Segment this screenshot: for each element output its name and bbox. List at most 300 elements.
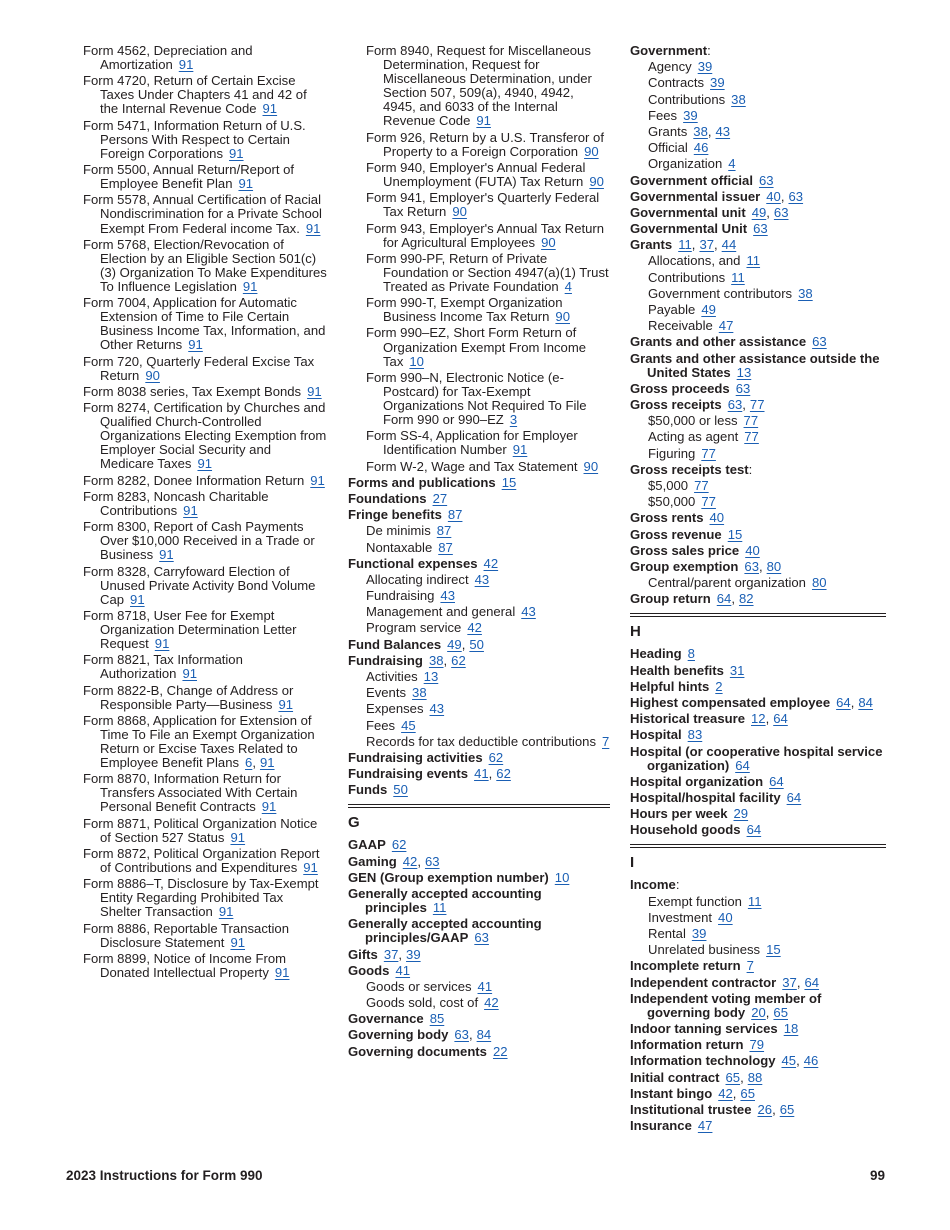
page-link[interactable]: 63 bbox=[812, 334, 827, 350]
index-term: Payable bbox=[648, 302, 696, 317]
index-entry bbox=[630, 745, 886, 773]
index-term: De minimis bbox=[366, 523, 431, 539]
page-link[interactable]: 38 bbox=[798, 285, 813, 301]
index-subentry bbox=[348, 429, 610, 457]
page-link[interactable]: 64 bbox=[769, 773, 784, 789]
footer-title: 2023 Instructions for Form 990 bbox=[66, 1168, 263, 1183]
index-term: Hospital/hospital facility bbox=[630, 789, 781, 805]
index-subentry bbox=[630, 495, 886, 509]
index-term: Fundraising bbox=[348, 652, 423, 668]
page-link[interactable]: 91 bbox=[261, 799, 277, 815]
page-link[interactable]: 38 bbox=[731, 91, 746, 107]
page-link[interactable]: 39 bbox=[691, 926, 707, 941]
page-link[interactable]: 91 bbox=[183, 502, 198, 518]
index-entry bbox=[83, 877, 328, 919]
page-link[interactable]: 91 bbox=[310, 472, 325, 488]
index-term: $5,000 bbox=[648, 477, 689, 493]
page-link[interactable]: 15 bbox=[727, 526, 743, 542]
page-link[interactable]: 65 bbox=[725, 1069, 741, 1085]
page-link[interactable]: 63 bbox=[454, 1027, 469, 1043]
index-subentry bbox=[630, 430, 886, 444]
index-subentry bbox=[348, 686, 610, 700]
index-term: Form 7004, Application for Automatic Extension of Time to File Certain Business Income Tax, Information, and Other Returns bbox=[83, 295, 326, 353]
index-term: Form 8868, Application for Extension of Time To File an Exempt Organization Return or Excise Taxes Related to Employee Benefit Plans bbox=[83, 712, 315, 771]
page-link[interactable]: 91 bbox=[159, 547, 174, 563]
page-link[interactable]: 18 bbox=[783, 1021, 799, 1037]
index-term: Program service bbox=[366, 620, 462, 636]
page-link[interactable]: 62 bbox=[451, 652, 466, 668]
page-link[interactable]: 91 bbox=[182, 666, 198, 682]
page-link[interactable]: 64 bbox=[716, 591, 732, 607]
index-term: Household goods bbox=[630, 822, 741, 838]
page-link[interactable]: 91 bbox=[154, 636, 170, 652]
index-entry bbox=[348, 1045, 610, 1059]
page-link[interactable]: 88 bbox=[747, 1069, 763, 1085]
index-term: Information technology bbox=[630, 1053, 776, 1069]
index-term: Governmental unit bbox=[630, 204, 746, 220]
index-term: Governing body bbox=[348, 1027, 449, 1043]
page-link[interactable]: 64 bbox=[804, 974, 820, 990]
page-link[interactable]: 11 bbox=[746, 253, 761, 269]
page-link[interactable]: 63 bbox=[788, 188, 804, 204]
index-subentry bbox=[630, 576, 886, 590]
page-link[interactable]: 84 bbox=[476, 1027, 492, 1043]
page-link[interactable]: 43 bbox=[429, 701, 445, 717]
index-entry bbox=[630, 775, 886, 789]
index-entry bbox=[83, 474, 328, 488]
index-entry bbox=[630, 1022, 886, 1036]
page-link[interactable]: 26 bbox=[757, 1101, 773, 1117]
page-link[interactable]: 37 bbox=[782, 974, 797, 990]
index-term: $50,000 or less bbox=[648, 413, 738, 429]
page-link[interactable]: 77 bbox=[749, 397, 765, 413]
page-link[interactable]: 79 bbox=[749, 1037, 765, 1053]
index-term: Group exemption bbox=[630, 558, 739, 574]
page-link[interactable]: 90 bbox=[584, 143, 599, 159]
page-link[interactable]: 90 bbox=[583, 458, 599, 474]
page-link[interactable]: 15 bbox=[501, 474, 517, 490]
index-term: Fundraising bbox=[366, 588, 435, 604]
index-term: GAAP bbox=[348, 837, 386, 853]
page-link[interactable]: 91 bbox=[278, 696, 294, 712]
index-term: Instant bingo bbox=[630, 1085, 713, 1101]
page-link[interactable]: 38 bbox=[693, 123, 708, 139]
page-link[interactable]: 91 bbox=[218, 904, 234, 920]
index-entry bbox=[348, 887, 610, 915]
index-term: Goods sold, cost of bbox=[366, 995, 479, 1011]
index-term: Generally accepted accounting principles/GAAP bbox=[348, 916, 542, 946]
page-link[interactable]: 87 bbox=[438, 539, 453, 555]
index-term: Gross sales price bbox=[630, 542, 740, 558]
index-term: Gross receipts bbox=[630, 397, 722, 413]
page-link[interactable]: 82 bbox=[738, 591, 754, 607]
index-subentry bbox=[348, 735, 610, 749]
page-link[interactable]: 83 bbox=[687, 727, 703, 743]
page-link[interactable]: 7 bbox=[746, 958, 754, 974]
index-entry: Initial contract 65, 88 bbox=[630, 1069, 763, 1085]
page-link[interactable]: 11 bbox=[432, 900, 447, 916]
page-link[interactable]: 43 bbox=[715, 123, 731, 139]
index-term: Form 8038 series, Tax Exempt Bonds bbox=[83, 383, 302, 399]
index-term: Gifts bbox=[348, 946, 378, 962]
page-link[interactable]: 62 bbox=[391, 837, 407, 853]
page-link[interactable]: 91 bbox=[178, 57, 194, 73]
index-entry: Independent voting member of governing body 20, 65 bbox=[630, 990, 822, 1020]
index-entry: Governmental unit 49, 63 bbox=[630, 204, 789, 220]
index-entry bbox=[83, 355, 328, 383]
index-term: Grants bbox=[648, 123, 688, 139]
index-term: Government bbox=[630, 43, 708, 58]
page-link[interactable]: 40 bbox=[745, 542, 760, 558]
index-term: Gross rents bbox=[630, 510, 704, 526]
index-entry bbox=[630, 174, 886, 188]
page-link[interactable]: 91 bbox=[259, 755, 275, 771]
page-link[interactable]: 63 bbox=[474, 930, 489, 946]
index-entry bbox=[630, 352, 886, 380]
index-term: Form 990–N, Electronic Notice (e-Postcard) for Tax-Exempt Organizations Not Required To File Form 990 or 990–EZ bbox=[366, 369, 587, 428]
index-term: Governing documents bbox=[348, 1043, 487, 1059]
page-link[interactable]: 90 bbox=[555, 309, 570, 325]
index-subentry bbox=[348, 460, 610, 474]
index-subentry bbox=[348, 702, 610, 716]
index-term: Gross proceeds bbox=[630, 380, 730, 396]
index-entry bbox=[83, 296, 328, 352]
page-link[interactable]: 64 bbox=[746, 822, 762, 838]
page-link[interactable]: 91 bbox=[230, 934, 246, 950]
index-entry bbox=[83, 609, 328, 651]
page-link[interactable]: 42 bbox=[467, 620, 482, 636]
index-term: Goods or services bbox=[366, 978, 472, 994]
index-entry: Governing body 63, 84 bbox=[348, 1027, 492, 1043]
page-link[interactable]: 39 bbox=[683, 107, 698, 123]
index-term: Form 8274, Certification by Churches and Qualified Church-Controlled Organizations Electing Exemption from Employer Social Security and Medicare Taxes bbox=[83, 400, 327, 472]
page-link[interactable]: 15 bbox=[766, 942, 781, 958]
index-entry: Gross receipts test: bbox=[630, 461, 753, 477]
index-term: Form 8300, Report of Cash Payments Over $10,000 Received in a Trade or Business bbox=[83, 519, 315, 563]
page-link[interactable]: 63 bbox=[773, 204, 789, 220]
page-link[interactable]: 43 bbox=[440, 588, 455, 604]
page-link[interactable]: 38 bbox=[428, 652, 444, 668]
section-heading-i: I bbox=[630, 844, 886, 871]
page-link[interactable]: 77 bbox=[744, 429, 759, 445]
section-heading-g: G bbox=[348, 804, 610, 831]
index-term: Functional expenses bbox=[348, 555, 478, 571]
index-entry bbox=[83, 44, 328, 72]
page-link[interactable]: 62 bbox=[496, 766, 511, 782]
index-term: Governmental issuer bbox=[630, 188, 761, 204]
page-link[interactable]: 90 bbox=[589, 174, 604, 190]
page-link[interactable]: 6 bbox=[245, 755, 253, 771]
index-entry bbox=[630, 823, 886, 837]
page-link[interactable]: 44 bbox=[721, 237, 737, 253]
page-link[interactable]: 84 bbox=[858, 694, 873, 710]
index-entry bbox=[83, 119, 328, 161]
index-entry bbox=[630, 511, 886, 525]
page-link[interactable]: 50 bbox=[469, 636, 484, 652]
index-term: Organization bbox=[648, 156, 723, 172]
index-term: Fundraising activities bbox=[348, 749, 483, 765]
index-entry bbox=[630, 807, 886, 821]
page-link[interactable]: 91 bbox=[262, 101, 278, 117]
page-link[interactable]: 12 bbox=[751, 711, 766, 727]
index-subentry bbox=[348, 524, 610, 538]
index-entry bbox=[630, 335, 886, 349]
index-term: Historical treasure bbox=[630, 711, 745, 727]
page-link[interactable]: 64 bbox=[773, 711, 788, 727]
page-link[interactable]: 22 bbox=[492, 1043, 508, 1059]
index-term: Form 926, Return by a U.S. Transferor of Property to a Foreign Corporation bbox=[366, 129, 604, 159]
page-link[interactable]: 80 bbox=[811, 575, 827, 591]
page-link[interactable]: 37 bbox=[383, 946, 399, 962]
index-subentry bbox=[348, 541, 610, 555]
index-term: Indoor tanning services bbox=[630, 1021, 778, 1037]
page-link[interactable]: 63 bbox=[735, 380, 751, 396]
index-subentry bbox=[630, 93, 886, 107]
index-entry bbox=[630, 728, 886, 742]
page-link[interactable]: 39 bbox=[697, 59, 713, 75]
page-link[interactable]: 77 bbox=[694, 477, 709, 493]
index-entry bbox=[630, 664, 886, 678]
page-link[interactable]: 13 bbox=[736, 364, 752, 380]
page-link[interactable]: 77 bbox=[743, 413, 759, 429]
page-link[interactable]: 7 bbox=[602, 733, 610, 749]
index-term: Allocations, and bbox=[648, 253, 741, 269]
page-link[interactable]: 77 bbox=[701, 494, 716, 510]
index-entry bbox=[83, 847, 328, 875]
page-link[interactable]: 29 bbox=[733, 806, 749, 822]
page-link[interactable]: 77 bbox=[701, 445, 716, 461]
index-entry bbox=[83, 653, 328, 681]
index-term: Contracts bbox=[648, 75, 705, 91]
index-entry: Form 8868, Application for Extension of Time To File an Exempt Organization Return or Excise Taxes Related to Employee Benefit Plans 6, 91 bbox=[83, 712, 315, 771]
page-link[interactable]: 8 bbox=[687, 646, 695, 662]
page-link[interactable]: 10 bbox=[554, 869, 570, 885]
page-link[interactable]: 49 bbox=[447, 636, 462, 652]
index-entry bbox=[83, 922, 328, 950]
index-entry bbox=[348, 917, 610, 945]
page-link[interactable]: 87 bbox=[436, 523, 452, 539]
page-link[interactable]: 91 bbox=[197, 456, 213, 472]
index-term: Form 5500, Annual Return/Report of Employee Benefit Plan bbox=[83, 162, 295, 192]
index-subentry bbox=[348, 326, 610, 368]
index-subentry bbox=[630, 157, 886, 171]
index-term: Independent contractor bbox=[630, 974, 777, 990]
index-term: Governance bbox=[348, 1011, 424, 1027]
page-link[interactable]: 43 bbox=[521, 604, 536, 620]
page-link[interactable]: 20 bbox=[751, 1004, 766, 1020]
page-link[interactable]: 91 bbox=[188, 337, 203, 353]
index-term: Gaming bbox=[348, 853, 397, 869]
page-link[interactable]: 47 bbox=[697, 1118, 713, 1134]
page-link[interactable]: 43 bbox=[474, 571, 490, 587]
index-entry bbox=[630, 1038, 886, 1052]
index-subentry bbox=[630, 287, 886, 301]
index-term: Management and general bbox=[366, 604, 516, 620]
index-entry bbox=[83, 163, 328, 191]
page-link[interactable]: 91 bbox=[476, 113, 491, 129]
index-term: Insurance bbox=[630, 1118, 692, 1134]
page-link[interactable]: 91 bbox=[307, 383, 322, 399]
index-subentry bbox=[630, 927, 886, 941]
page-link[interactable]: 91 bbox=[305, 220, 321, 236]
page-link[interactable]: 45 bbox=[401, 717, 416, 733]
index-term: Form 8870, Information Return for Transfers Associated With Certain Personal Benefit Contracts bbox=[83, 771, 298, 815]
index-term: Hospital organization bbox=[630, 773, 764, 789]
page-link[interactable]: 39 bbox=[406, 946, 421, 962]
index-term: Incomplete return bbox=[630, 958, 741, 974]
index-column-2 bbox=[348, 44, 610, 1061]
index-entry: Group return 64, 82 bbox=[630, 591, 754, 607]
index-term: Grants and other assistance outside the United States bbox=[630, 350, 880, 380]
index-term: Foundations bbox=[348, 490, 427, 506]
index-term: Form 8718, User Fee for Exempt Organization Determination Letter Request bbox=[83, 607, 297, 652]
index-entry: Historical treasure 12, 64 bbox=[630, 711, 788, 727]
index-subentry bbox=[348, 191, 610, 219]
page-link[interactable]: 11 bbox=[747, 893, 762, 909]
page-link[interactable]: 47 bbox=[718, 318, 734, 334]
page-link[interactable]: 91 bbox=[274, 964, 290, 980]
page-link[interactable]: 91 bbox=[229, 145, 244, 161]
page-link[interactable]: 3 bbox=[509, 412, 518, 428]
index-subentry: Grants 38, 43 bbox=[648, 123, 731, 139]
page-link[interactable]: 64 bbox=[735, 757, 750, 773]
page-link[interactable]: 40 bbox=[766, 188, 781, 204]
page-link[interactable]: 49 bbox=[751, 204, 767, 220]
page-link[interactable]: 42 bbox=[718, 1085, 733, 1101]
index-subentry bbox=[348, 605, 610, 619]
page-link[interactable]: 42 bbox=[484, 995, 499, 1011]
page-link[interactable]: 45 bbox=[781, 1053, 797, 1069]
page-link[interactable]: 64 bbox=[836, 694, 851, 710]
page-link[interactable]: 80 bbox=[766, 558, 782, 574]
index-entry bbox=[83, 772, 328, 814]
page-link[interactable]: 41 bbox=[477, 978, 493, 994]
index-term: Form 941, Employer's Quarterly Federal Tax Return bbox=[366, 190, 600, 220]
page-link[interactable]: 50 bbox=[393, 782, 408, 798]
index-term: Allocating indirect bbox=[366, 571, 469, 587]
page-link[interactable]: 39 bbox=[710, 75, 725, 91]
index-term: Form 8282, Donee Information Return bbox=[83, 472, 305, 488]
page-link[interactable]: 40 bbox=[709, 510, 725, 526]
index-term: Form 990-PF, Return of Private Foundation or Section 4947(a)(1) Trust Treated as Private Foundation bbox=[366, 250, 609, 294]
page-link[interactable]: 63 bbox=[758, 172, 774, 188]
index-term: Funds bbox=[348, 782, 388, 798]
index-entry: Independent contractor 37, 64 bbox=[630, 974, 820, 990]
page-link[interactable]: 65 bbox=[740, 1085, 755, 1101]
index-subentry bbox=[630, 414, 886, 428]
page-link[interactable]: 42 bbox=[402, 853, 418, 869]
page-link[interactable]: 41 bbox=[474, 766, 489, 782]
page-link[interactable]: 85 bbox=[429, 1011, 445, 1027]
index-subentry bbox=[348, 44, 610, 129]
index-subentry bbox=[630, 60, 886, 74]
page-link[interactable]: 4 bbox=[728, 156, 736, 172]
page-link[interactable]: 10 bbox=[409, 353, 424, 369]
index-term: Hours per week bbox=[630, 806, 728, 822]
page-link[interactable]: 65 bbox=[773, 1004, 788, 1020]
page-link[interactable]: 63 bbox=[424, 853, 440, 869]
page-link[interactable]: 46 bbox=[803, 1053, 819, 1069]
index-subentry bbox=[630, 895, 886, 909]
page-link[interactable]: 91 bbox=[238, 176, 254, 192]
index-subentry bbox=[630, 911, 886, 925]
page-link[interactable]: 64 bbox=[786, 789, 802, 805]
index-entry bbox=[630, 528, 886, 542]
index-term: Form 720, Quarterly Federal Excise Tax Return bbox=[83, 353, 315, 383]
page-link[interactable]: 91 bbox=[242, 278, 258, 294]
index-subentry bbox=[348, 670, 610, 684]
index-entry bbox=[83, 490, 328, 518]
index-term: Form 8871, Political Organization Notice of Section 527 Status bbox=[83, 815, 318, 845]
index-term: Government official bbox=[630, 172, 753, 188]
index-term: Form 4562, Depreciation and Amortization bbox=[83, 43, 253, 73]
page-link[interactable]: 41 bbox=[395, 962, 411, 978]
page-link[interactable]: 90 bbox=[145, 367, 160, 383]
page-link[interactable]: 38 bbox=[412, 685, 427, 701]
index-term: Rental bbox=[648, 926, 686, 941]
page-link[interactable]: 11 bbox=[678, 237, 692, 253]
index-term: Health benefits bbox=[630, 662, 724, 678]
page-link[interactable]: 90 bbox=[541, 234, 556, 250]
page-link[interactable]: 63 bbox=[744, 558, 759, 574]
index-entry bbox=[348, 838, 610, 852]
page-link[interactable]: 46 bbox=[693, 140, 709, 156]
index-entry bbox=[630, 1119, 886, 1133]
index-term: Form 8886–T, Disclosure by Tax-Exempt Entity Regarding Prohibited Tax Shelter Transaction bbox=[83, 876, 319, 920]
page-link[interactable]: 4 bbox=[564, 278, 572, 294]
index-term: Records for tax deductible contributions bbox=[366, 733, 596, 749]
page-link[interactable]: 91 bbox=[512, 442, 528, 458]
page-link[interactable]: 27 bbox=[432, 490, 448, 506]
index-term: Form 8821, Tax Information Authorization bbox=[83, 652, 243, 682]
index-term: Form 8822-B, Change of Address or Responsible Party—Business bbox=[83, 682, 294, 712]
index-entry: Fund Balances 49, 50 bbox=[348, 636, 484, 652]
index-entry: Gross receipts 63, 77 bbox=[630, 397, 765, 413]
page-link[interactable]: 62 bbox=[488, 749, 504, 765]
page-link[interactable]: 91 bbox=[303, 860, 318, 876]
index-term: Contributions bbox=[648, 269, 726, 285]
page-link[interactable]: 2 bbox=[715, 678, 723, 694]
page-link[interactable]: 65 bbox=[779, 1101, 795, 1117]
index-subentry bbox=[348, 573, 610, 587]
page-link[interactable]: 91 bbox=[130, 591, 145, 607]
index-entry bbox=[630, 222, 886, 236]
page-link[interactable]: 13 bbox=[423, 669, 439, 684]
page-link[interactable]: 31 bbox=[729, 662, 745, 678]
index-subentry bbox=[348, 371, 610, 427]
page-link[interactable]: 37 bbox=[699, 237, 715, 253]
page-link[interactable]: 63 bbox=[727, 397, 743, 413]
index-term: Independent voting member of governing body bbox=[630, 990, 822, 1020]
page-link[interactable]: 42 bbox=[483, 555, 499, 571]
index-subentry bbox=[348, 621, 610, 635]
index-subentry bbox=[630, 109, 886, 123]
page-link[interactable]: 90 bbox=[452, 204, 467, 220]
page-link[interactable]: 91 bbox=[230, 829, 246, 845]
index-entry bbox=[348, 964, 610, 978]
index-entry bbox=[83, 401, 328, 471]
index-term: Form SS-4, Application for Employer Identification Number bbox=[366, 428, 578, 458]
index-entry: Government: bbox=[630, 43, 711, 58]
index-subentry bbox=[630, 943, 886, 957]
index-term: Gross revenue bbox=[630, 526, 722, 542]
index-subentry bbox=[630, 254, 886, 268]
page-link[interactable]: 40 bbox=[718, 909, 733, 925]
page-link[interactable]: 11 bbox=[731, 269, 745, 285]
page-link[interactable]: 87 bbox=[447, 507, 463, 523]
page-link[interactable]: 49 bbox=[701, 302, 716, 317]
page-link[interactable]: 63 bbox=[753, 221, 768, 237]
